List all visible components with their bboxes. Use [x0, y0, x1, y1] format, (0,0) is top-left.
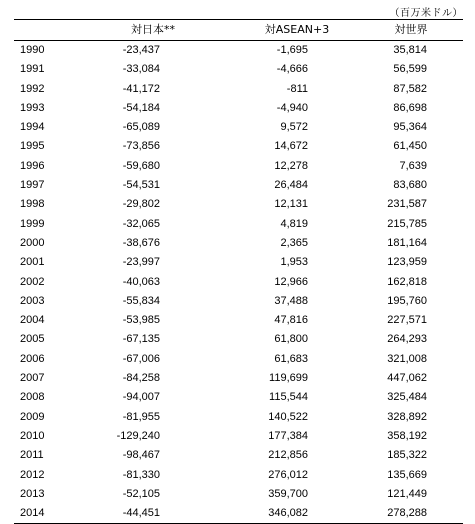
cell-asean: -1,695 — [276, 44, 308, 56]
cell-year: 1997 — [20, 179, 45, 192]
cell-world: 121,449 — [387, 487, 427, 500]
cell-japan: -54,531 — [122, 179, 160, 192]
cell-world: 86,698 — [393, 101, 427, 114]
cell-world: 278,288 — [387, 507, 427, 520]
unit-note: （百万米ドル） — [389, 8, 463, 19]
cell-japan: -98,467 — [122, 449, 160, 462]
cell-world: 135,669 — [387, 468, 427, 481]
cell-japan: -73,856 — [122, 140, 160, 153]
table-row — [14, 408, 463, 427]
cell-japan: -32,065 — [122, 217, 160, 230]
cell-world: 95,364 — [393, 121, 427, 134]
cell-asean: 47,816 — [274, 314, 308, 327]
table-row — [14, 99, 463, 118]
cell-world: 227,571 — [387, 314, 427, 327]
cell-asean: 61,800 — [274, 333, 308, 346]
cell-year: 2005 — [20, 333, 45, 346]
cell-japan: -40,063 — [122, 275, 160, 288]
cell-japan: -23,997 — [122, 256, 160, 269]
cell-asean: 26,484 — [274, 179, 308, 192]
table-row — [14, 234, 463, 253]
cell-asean: 359,700 — [268, 487, 308, 500]
cell-world: 215,785 — [387, 217, 427, 230]
cell-asean: -4,940 — [276, 101, 308, 114]
table-row — [14, 369, 463, 388]
cell-japan: -41,172 — [122, 82, 160, 95]
cell-world: 61,450 — [393, 140, 427, 153]
cell-asean: 2,365 — [280, 236, 308, 249]
cell-year: 2013 — [20, 487, 45, 500]
cell-year: 2004 — [20, 314, 45, 327]
table-row — [14, 60, 463, 79]
cell-year: 2010 — [20, 429, 45, 442]
cell-japan: -81,955 — [122, 410, 160, 423]
cell-year: 2014 — [20, 507, 45, 520]
cell-asean: 61,683 — [274, 352, 308, 365]
cell-world: 358,192 — [387, 429, 427, 442]
cell-year: 2002 — [20, 275, 45, 288]
table-row — [14, 273, 463, 292]
cell-year: 1995 — [20, 140, 45, 153]
cell-world: 7,639 — [399, 159, 427, 172]
cell-asean: 4,819 — [280, 217, 308, 230]
cell-year: 2000 — [20, 236, 45, 249]
table-row — [14, 253, 463, 272]
table-row — [14, 427, 463, 446]
cell-world: 162,818 — [387, 275, 427, 288]
cell-year: 2003 — [20, 294, 45, 307]
cell-year: 2011 — [20, 449, 44, 462]
cell-world: 185,322 — [387, 449, 427, 462]
cell-asean: -4,666 — [276, 63, 308, 76]
cell-year: 2006 — [20, 352, 45, 365]
table-row — [14, 137, 463, 156]
table-row — [14, 41, 463, 60]
trade-balance-table — [14, 19, 463, 524]
cell-year: 1994 — [20, 121, 45, 134]
cell-world: 83,680 — [393, 179, 427, 192]
table-row — [14, 388, 463, 407]
table-row — [14, 504, 463, 523]
cell-japan: -23,437 — [122, 44, 160, 56]
table-row — [14, 311, 463, 330]
cell-world: 325,484 — [387, 391, 427, 404]
cell-japan: -84,258 — [122, 372, 160, 385]
cell-year: 2009 — [20, 410, 45, 423]
cell-japan: -67,006 — [122, 352, 160, 365]
cell-asean: 37,488 — [274, 294, 308, 307]
cell-asean: 9,572 — [280, 121, 308, 134]
cell-world: 264,293 — [387, 333, 427, 346]
table-row — [14, 195, 463, 214]
table-row — [14, 80, 463, 99]
cell-asean: 14,672 — [274, 140, 308, 153]
table-row — [14, 215, 463, 234]
cell-asean: -811 — [286, 82, 308, 95]
cell-japan: -55,834 — [122, 294, 160, 307]
cell-world: 35,814 — [393, 44, 427, 56]
cell-asean: 119,699 — [269, 372, 308, 385]
table-row — [14, 292, 463, 311]
cell-japan: -67,135 — [122, 333, 160, 346]
cell-japan: -38,676 — [122, 236, 160, 249]
table-header-row — [14, 19, 463, 41]
cell-asean: 12,131 — [274, 198, 308, 211]
cell-year: 1992 — [20, 82, 45, 95]
cell-japan: -44,451 — [122, 507, 160, 520]
cell-asean: 276,012 — [268, 468, 308, 481]
cell-world: 447,062 — [387, 372, 427, 385]
table-row — [14, 330, 463, 349]
table-body — [14, 41, 463, 524]
header-asean: 対ASEAN+3 — [264, 23, 330, 36]
cell-year: 2007 — [20, 372, 45, 385]
cell-world: 231,587 — [387, 198, 427, 211]
table-row — [14, 350, 463, 369]
cell-world: 87,582 — [393, 82, 427, 95]
table-row — [14, 446, 463, 465]
table-row — [14, 118, 463, 137]
cell-japan: -129,240 — [116, 429, 160, 442]
cell-year: 1991 — [20, 63, 45, 76]
cell-year: 2012 — [20, 468, 45, 481]
cell-world: 123,959 — [387, 256, 427, 269]
cell-asean: 140,522 — [268, 410, 308, 423]
cell-year: 1996 — [20, 159, 45, 172]
cell-world: 181,164 — [387, 236, 427, 249]
header-japan: 対日本** — [131, 23, 175, 36]
table-row — [14, 176, 463, 195]
cell-japan: -52,105 — [122, 487, 160, 500]
cell-asean: 1,953 — [280, 256, 308, 269]
cell-japan: -33,084 — [122, 63, 160, 76]
cell-japan: -94,007 — [122, 391, 160, 404]
cell-year: 2008 — [20, 391, 45, 404]
table-row — [14, 466, 463, 485]
cell-asean: 12,278 — [274, 159, 308, 172]
cell-japan: -59,680 — [122, 159, 160, 172]
cell-year: 2001 — [20, 256, 45, 269]
cell-asean: 12,966 — [274, 275, 308, 288]
cell-japan: -53,985 — [122, 314, 160, 327]
cell-year: 1990 — [20, 44, 45, 56]
table-row — [14, 485, 463, 504]
cell-year: 1999 — [20, 217, 45, 230]
table-row — [14, 157, 463, 176]
cell-world: 328,892 — [387, 410, 427, 423]
cell-asean: 346,082 — [268, 507, 308, 520]
cell-year: 1993 — [20, 101, 45, 114]
cell-japan: -81,330 — [122, 468, 160, 481]
cell-world: 56,599 — [393, 63, 427, 76]
cell-year: 1998 — [20, 198, 45, 211]
cell-asean: 177,384 — [268, 429, 308, 442]
cell-japan: -65,089 — [122, 121, 160, 134]
cell-japan: -54,184 — [122, 101, 160, 114]
cell-asean: 115,544 — [269, 391, 308, 404]
cell-world: 321,008 — [387, 352, 427, 365]
cell-world: 195,760 — [387, 294, 427, 307]
header-world: 対世界 — [394, 23, 428, 36]
cell-asean: 212,856 — [268, 449, 308, 462]
cell-japan: -29,802 — [122, 198, 160, 211]
